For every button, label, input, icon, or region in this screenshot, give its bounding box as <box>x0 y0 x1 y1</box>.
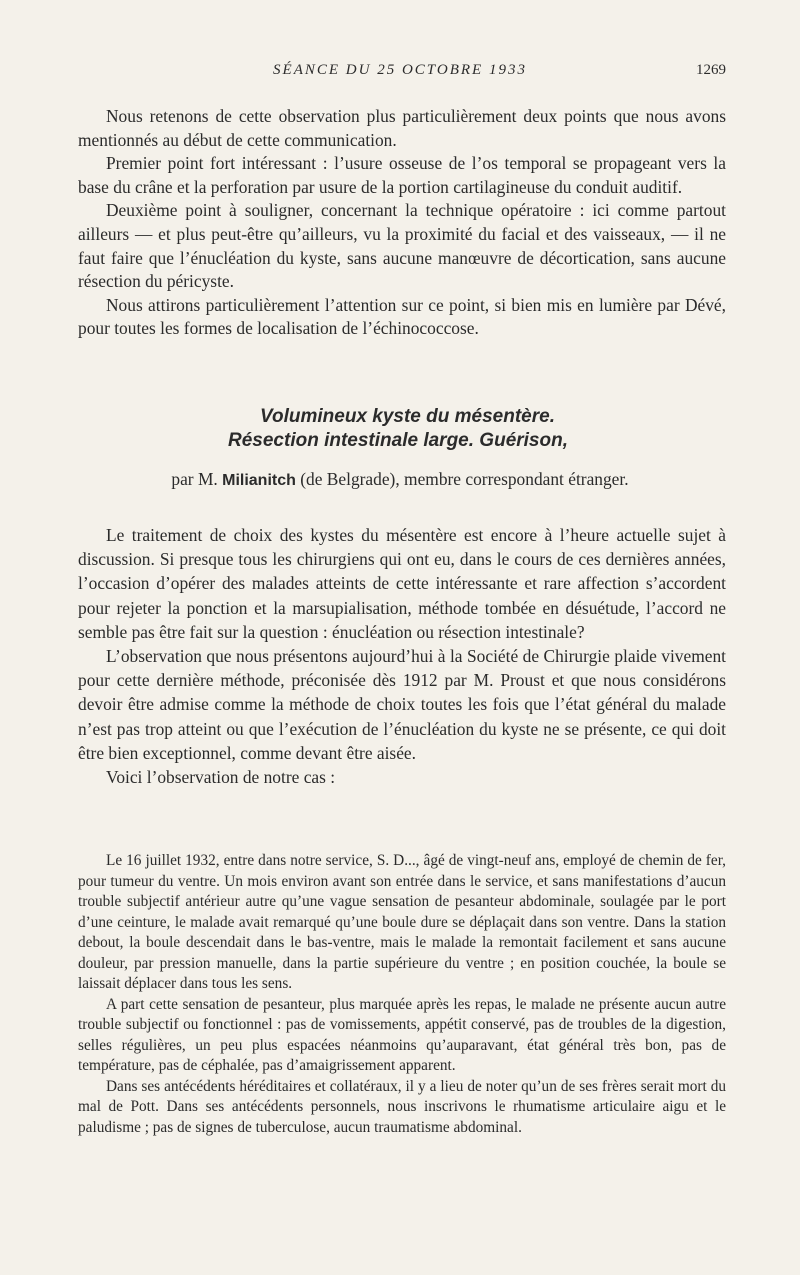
author-name: Milianitch <box>222 472 296 489</box>
page-number: 1269 <box>696 62 726 78</box>
article-body <box>78 523 726 789</box>
paragraph: Premier point fort intéressant : l’usure osseuse de l’os temporal se propageant vers la base du crâne et la perforation par usure de la portion cartilagineuse du conduit auditif. <box>78 153 726 197</box>
article-title-line-1: Volumineux kyste du mésentère. <box>260 406 555 427</box>
observation-paragraph: Dans ses antécédents héréditaires et collatéraux, il y a lieu de noter qu’un de ses frères serait mort du mal de Pott. Dans ses antécédents personnels, nous inscrivons le rhumatisme articulaire aigu et le paludisme ; pas de signes de tuberculose, aucun traumatisme abdominal. <box>78 1077 726 1136</box>
paragraph: L’observation que nous présentons aujourd’hui à la Société de Chirurgie plaide vivement pour cette dernière méthode, préconisée dès 1912 par M. Proust et que nous considérons devoir être admise comme la méthode de choix toutes les fois que l’état général du malade n’est pas trop atteint ou que l’exécution de l’énucléation du kyste ne se présente, ce qui doit être bien exceptionnel, comme devant être aisée. <box>78 646 726 763</box>
article-title-line-2: Résection intestinale large. Guérison, <box>228 430 568 451</box>
author-prefix: par M. <box>171 469 223 489</box>
author-affiliation: (de Belgrade), membre correspondant étranger. <box>295 469 629 489</box>
paragraph: Le traitement de choix des kystes du mésentère est encore à l’heure actuelle sujet à discussion. Si presque tous les chirurgiens qui ont eu, dans le cours de ces dernières années, l’occasion d’opérer des malades atteints de cette intéressante et rare affection s’accordent pour rejeter la ponction et la marsupialisation, méthode tombée en désuétude, l’accord ne semble pas être fait sur la question : énucléation ou résection intestinale? <box>78 525 726 642</box>
observation-paragraph: Le 16 juillet 1932, entre dans notre service, S. D..., âgé de vingt-neuf ans, employé de chemin de fer, pour tumeur du ventre. Un mois environ avant son entrée dans le service, et sans manifestations d’aucun trouble subjectif antérieur autre qu’une vague sensation de pesanteur abdominale, soulagée par le port d’une ceinture, le malade avait remarqué qu’une boule dure se déplaçait dans son ventre. Dans la station debout, la boule descendait dans le bas-ventre, mais le malade la remontait facilement et sans aucune douleur, par pression manuelle, dans la partie supérieure du ventre ; en position couchée, la boule se laissait déplacer dans tous les sens. <box>78 852 726 992</box>
running-title: SÉANCE DU 25 OCTOBRE 1933 <box>273 62 527 78</box>
paragraph: Nous retenons de cette observation plus particulièrement deux points que nous avons mentionnés au début de cette communication. <box>78 106 726 150</box>
author-byline <box>0 467 800 493</box>
paragraph: Nous attirons particulièrement l’attention sur ce point, si bien mis en lumière par Dévé, pour toutes les formes de localisation de l’échinococcose. <box>78 294 726 339</box>
paragraph: Voici l’observation de notre cas : <box>106 767 336 788</box>
article-title <box>0 405 800 453</box>
intro-section <box>78 105 726 341</box>
running-header <box>0 62 800 86</box>
paragraph: Deuxième point à souligner, concernant la technique opératoire : ici comme partout ailleurs — et plus peut-être qu’ailleurs, vu la proximité du facial et des vaisseaux, — il ne faut faire que l’énucléation du kyste, sans aucune manœuvre de décortication, sans aucune résection du péricyste. <box>78 200 726 292</box>
observation-section <box>78 851 726 1138</box>
observation-paragraph: A part cette sensation de pesanteur, plus marquée après les repas, le malade ne présente aucun autre trouble subjectif ou fonctionnel : pas de vomissements, appétit conservé, pas de troubles de la digestion, selles régulières, un peu plus espacées néanmoins qu’auparavant, état général très bon, pas de température, pas de céphalée, pas d’amaigrissement apparent. <box>78 995 726 1074</box>
